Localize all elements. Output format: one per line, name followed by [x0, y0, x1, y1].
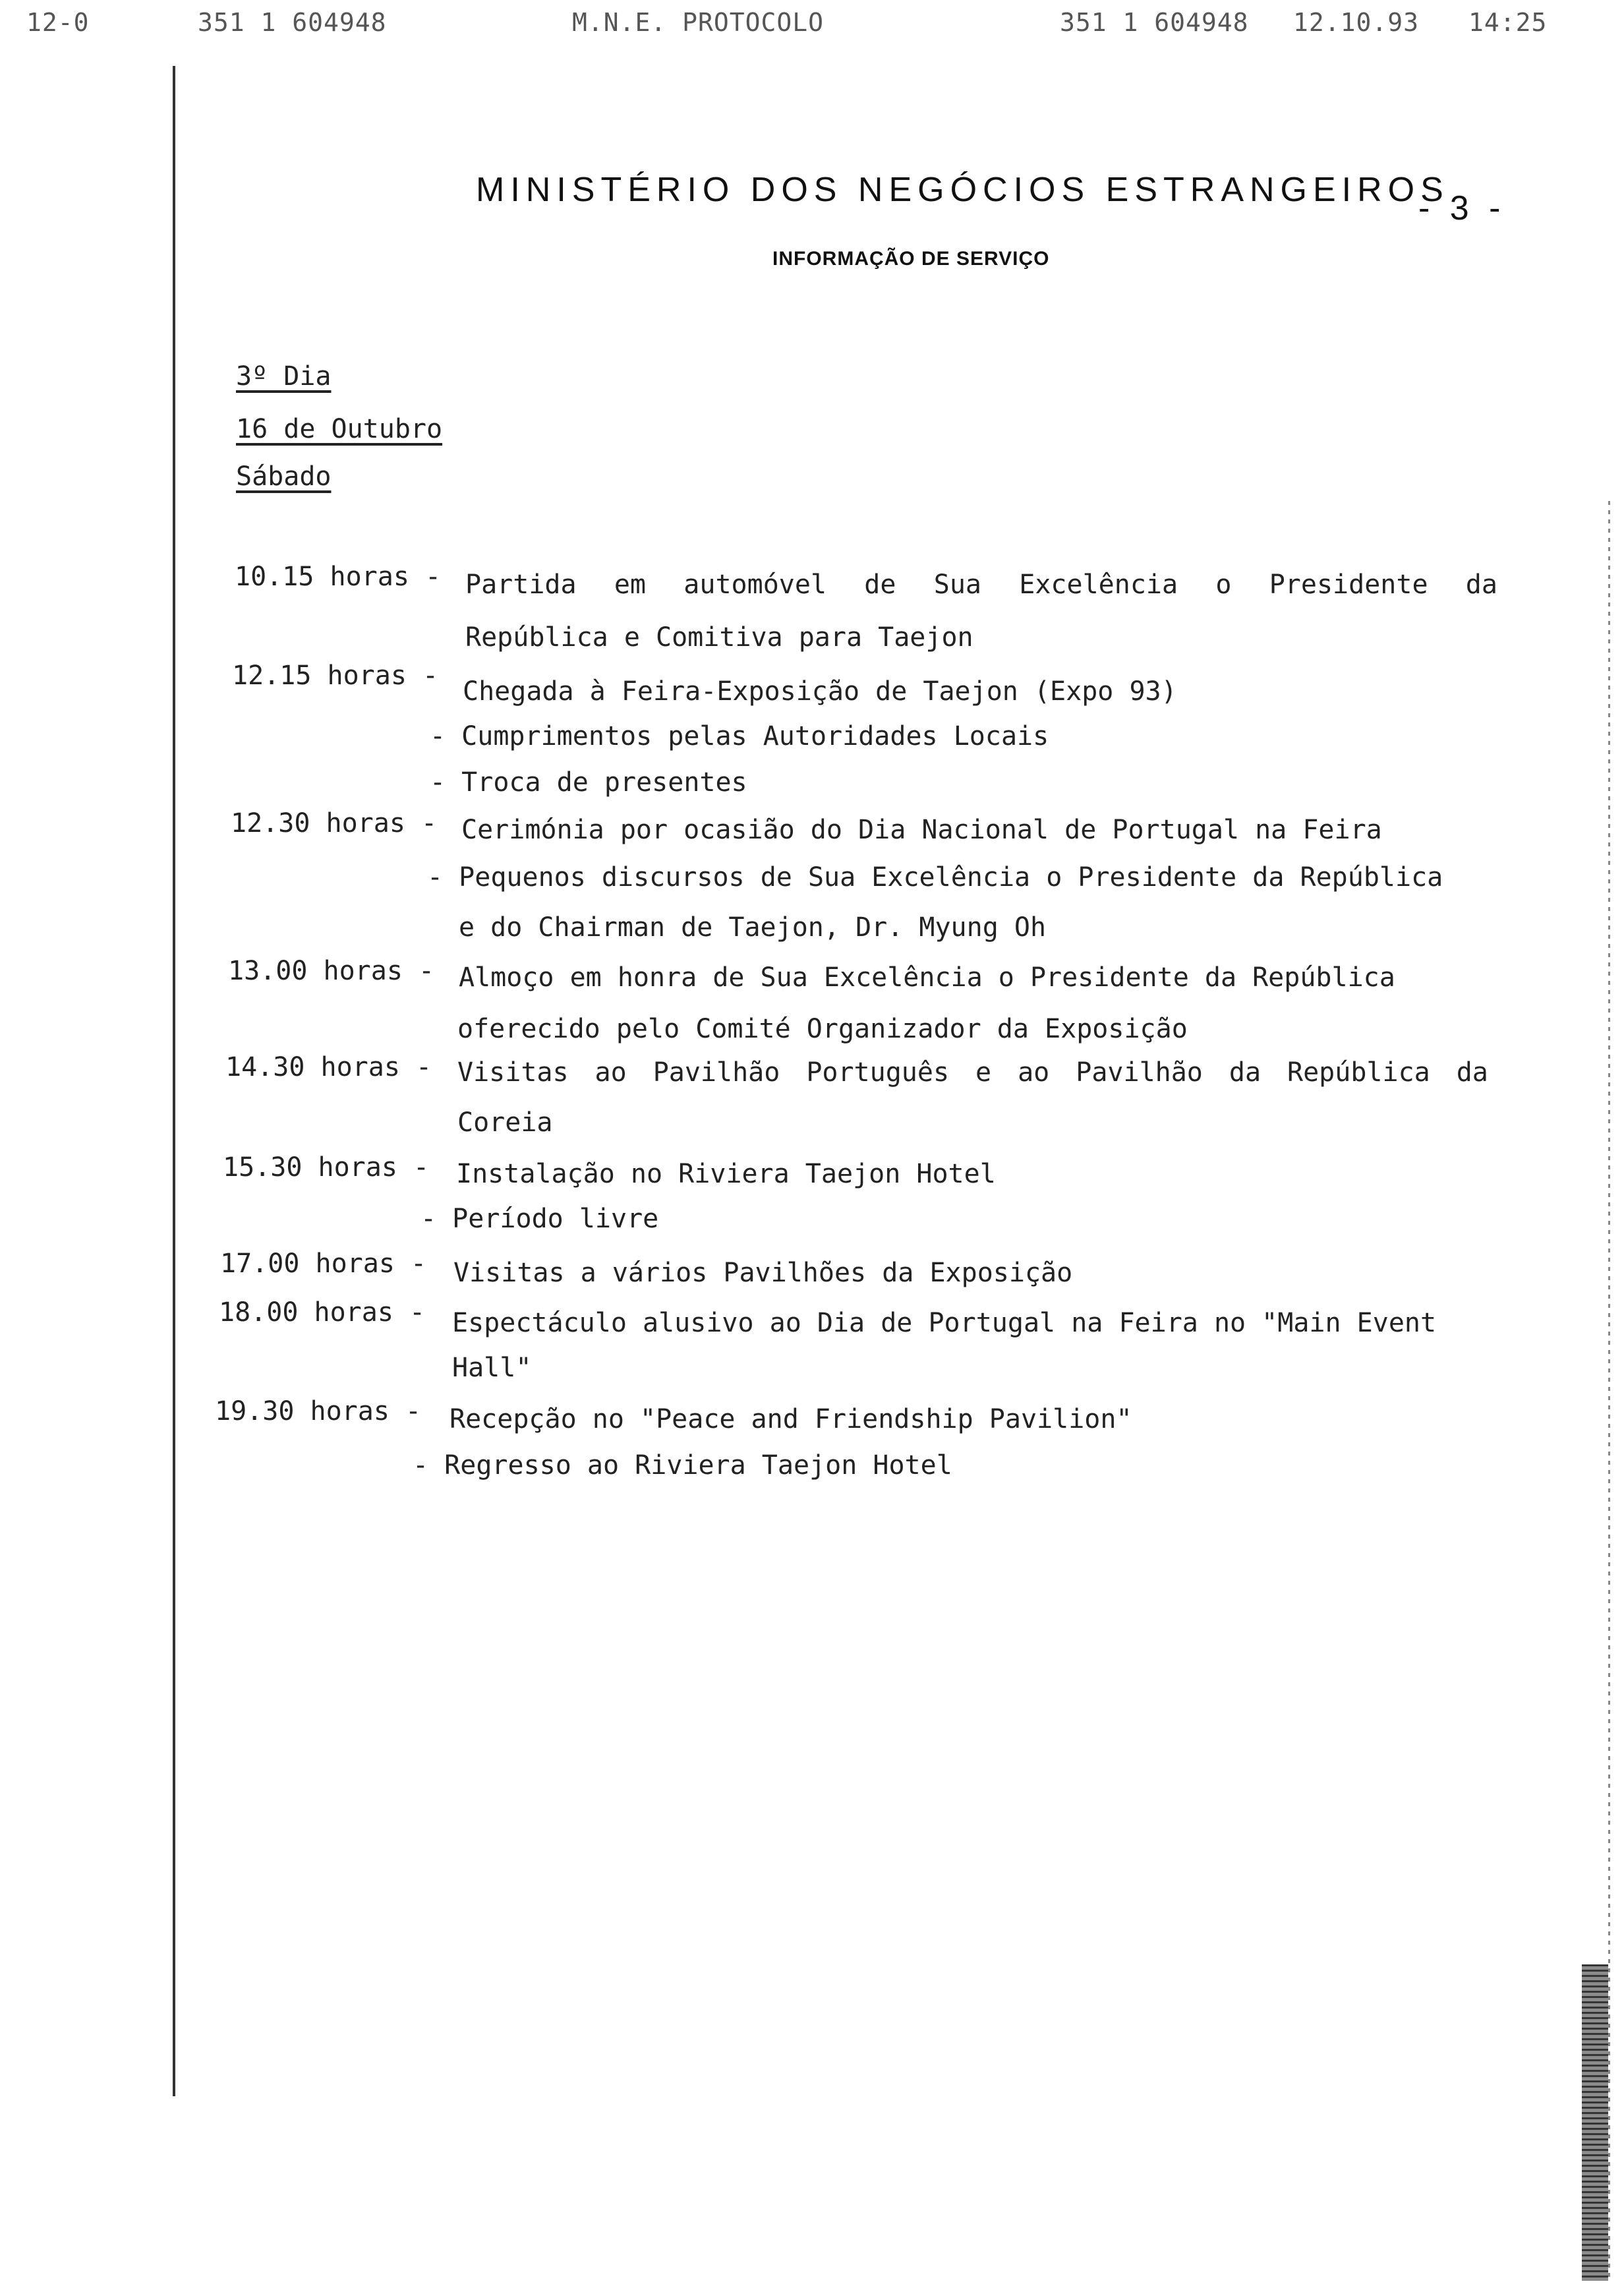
word: Presidente: [1269, 570, 1428, 600]
schedule-line: Almoço em honra de Sua Excelência o Presidente da República: [459, 962, 1395, 993]
word: em: [614, 570, 647, 600]
word: Pavilhão: [1076, 1057, 1203, 1088]
schedule-line: Chegada à Feira-Exposição de Taejon (Expo 93): [463, 676, 1177, 707]
schedule-line: Cerimónia por ocasião do Dia Nacional de Portugal na Feira: [461, 815, 1382, 845]
word: Excelência: [1019, 570, 1178, 600]
word: o: [1215, 570, 1232, 600]
word: Sua: [933, 570, 981, 600]
word: da: [1456, 1057, 1488, 1088]
schedule-line: - Regresso ao Riviera Taejon Hotel: [413, 1450, 952, 1481]
word: Pavilhão: [652, 1057, 780, 1088]
schedule-time: 10.15 horas -: [235, 562, 442, 592]
schedule-time: 14.30 horas -: [225, 1052, 432, 1082]
word: e: [975, 1057, 992, 1088]
schedule-time: 19.30 horas -: [215, 1396, 422, 1426]
schedule-line: Hall": [452, 1353, 532, 1383]
word: da: [1229, 1057, 1262, 1088]
schedule-line: [457, 1057, 1488, 1088]
schedule-time: 12.30 horas -: [231, 808, 438, 838]
word: Visitas: [457, 1057, 569, 1088]
document-subtitle: INFORMAÇÃO DE SERVIÇO: [772, 248, 1050, 270]
scan-edge-dark: [1582, 1964, 1608, 2281]
schedule-line: - Troca de presentes: [430, 767, 747, 798]
page-number: - 3 -: [1418, 189, 1506, 227]
fax-time: 14:25: [1468, 8, 1548, 37]
schedule-line: [465, 570, 1497, 600]
word: Partida: [465, 570, 577, 600]
scan-edge: [1608, 501, 1610, 2281]
word: Português: [806, 1057, 950, 1088]
word: República: [1287, 1057, 1430, 1088]
schedule-time: 15.30 horas -: [223, 1152, 430, 1183]
fax-sender: M.N.E. PROTOCOLO: [572, 8, 825, 37]
day-weekday: Sábado: [236, 461, 332, 492]
schedule-line: Espectáculo alusivo ao Dia de Portugal na Feira no "Main Event: [452, 1308, 1437, 1338]
fax-phone-right: 351 1 604948: [1060, 8, 1249, 37]
fax-date: 12.10.93: [1293, 8, 1420, 37]
fax-header: [0, 8, 1624, 47]
word: ao: [1018, 1057, 1050, 1088]
word: ao: [594, 1057, 627, 1088]
schedule-line: Instalação no Riviera Taejon Hotel: [456, 1159, 996, 1189]
schedule-time: 12.15 horas -: [232, 661, 439, 691]
schedule-time: 13.00 horas -: [228, 956, 435, 986]
schedule-line: - Período livre: [420, 1204, 659, 1234]
schedule-line: Recepção no "Peace and Friendship Pavilion": [450, 1404, 1132, 1434]
schedule-time: 17.00 horas -: [220, 1249, 427, 1279]
schedule-time: 18.00 horas -: [219, 1297, 426, 1328]
fax-phone-left: 351 1 604948: [198, 8, 387, 37]
day-label: 3º Dia: [236, 361, 332, 392]
schedule-line: oferecido pelo Comité Organizador da Exposição: [457, 1014, 1188, 1044]
schedule-line: - Cumprimentos pelas Autoridades Locais: [430, 721, 1049, 751]
fax-page-code: 12-0: [26, 8, 90, 37]
schedule-line: República e Comitiva para Taejon: [465, 622, 973, 653]
day-date: 16 de Outubro: [236, 414, 443, 444]
ministry-heading: MINISTÉRIO DOS NEGÓCIOS ESTRANGEIROS: [476, 171, 1449, 209]
schedule-line: - Pequenos discursos de Sua Excelência o Presidente da República: [427, 862, 1443, 893]
schedule-line: e do Chairman de Taejon, Dr. Myung Oh: [459, 912, 1047, 943]
word: de: [864, 570, 896, 600]
word: da: [1465, 570, 1497, 600]
word: automóvel: [683, 570, 827, 600]
schedule-line: Coreia: [457, 1107, 553, 1138]
margin-rule: [173, 66, 175, 2096]
schedule-line: Visitas a vários Pavilhões da Exposição: [453, 1258, 1073, 1288]
